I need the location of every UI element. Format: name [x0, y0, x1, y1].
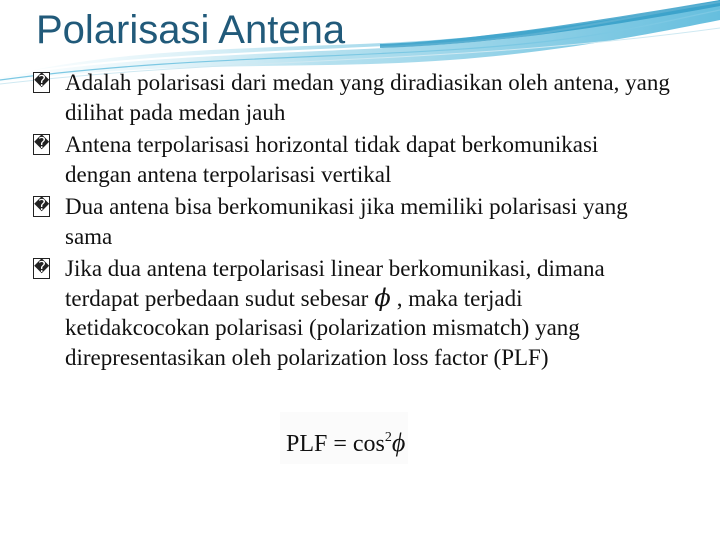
bullet-text-before-symbol: Jika dua antena terpolarisasi linear berkomunikasi, dimana terdapat perbedaan sudut sebesar — [65, 256, 605, 311]
bullet-text: Adalah polarisasi dari medan yang diradiasikan oleh antena, yang dilihat pada medan jauh — [65, 70, 670, 125]
bullet-text: Dua antena bisa berkomunikasi jika memiliki polarisasi yang sama — [65, 194, 628, 249]
formula-phi: ϕ — [391, 428, 406, 457]
slide-title: Polarisasi Antena — [36, 8, 346, 52]
formula-cos: cos — [352, 431, 385, 457]
phi-symbol: ϕ — [374, 283, 391, 312]
bullet-marker-icon: � — [33, 196, 50, 217]
bullet-marker-icon: � — [33, 258, 50, 279]
bullet-item — [30, 192, 670, 251]
bullet-marker-icon: � — [33, 134, 50, 155]
bullet-text: Antena terpolarisasi horizontal tidak dapat berkomunikasi dengan antena terpolarisasi vertikal — [65, 132, 599, 187]
bullet-item — [30, 130, 670, 189]
bullet-text-after-symbol: , maka terjadi ketidakcocokan polarisasi (polarization mismatch) yang direpresentasikan oleh polarization loss factor (PLF) — [65, 285, 580, 370]
formula-exponent: 2 — [384, 430, 392, 445]
bullet-marker-icon: � — [33, 72, 50, 93]
formula-lhs: PLF — [286, 431, 328, 457]
formula-equals: = — [333, 431, 347, 457]
bullet-item — [30, 254, 670, 372]
bullet-list — [30, 68, 670, 375]
plf-formula — [280, 412, 408, 464]
bullet-item — [30, 68, 670, 127]
